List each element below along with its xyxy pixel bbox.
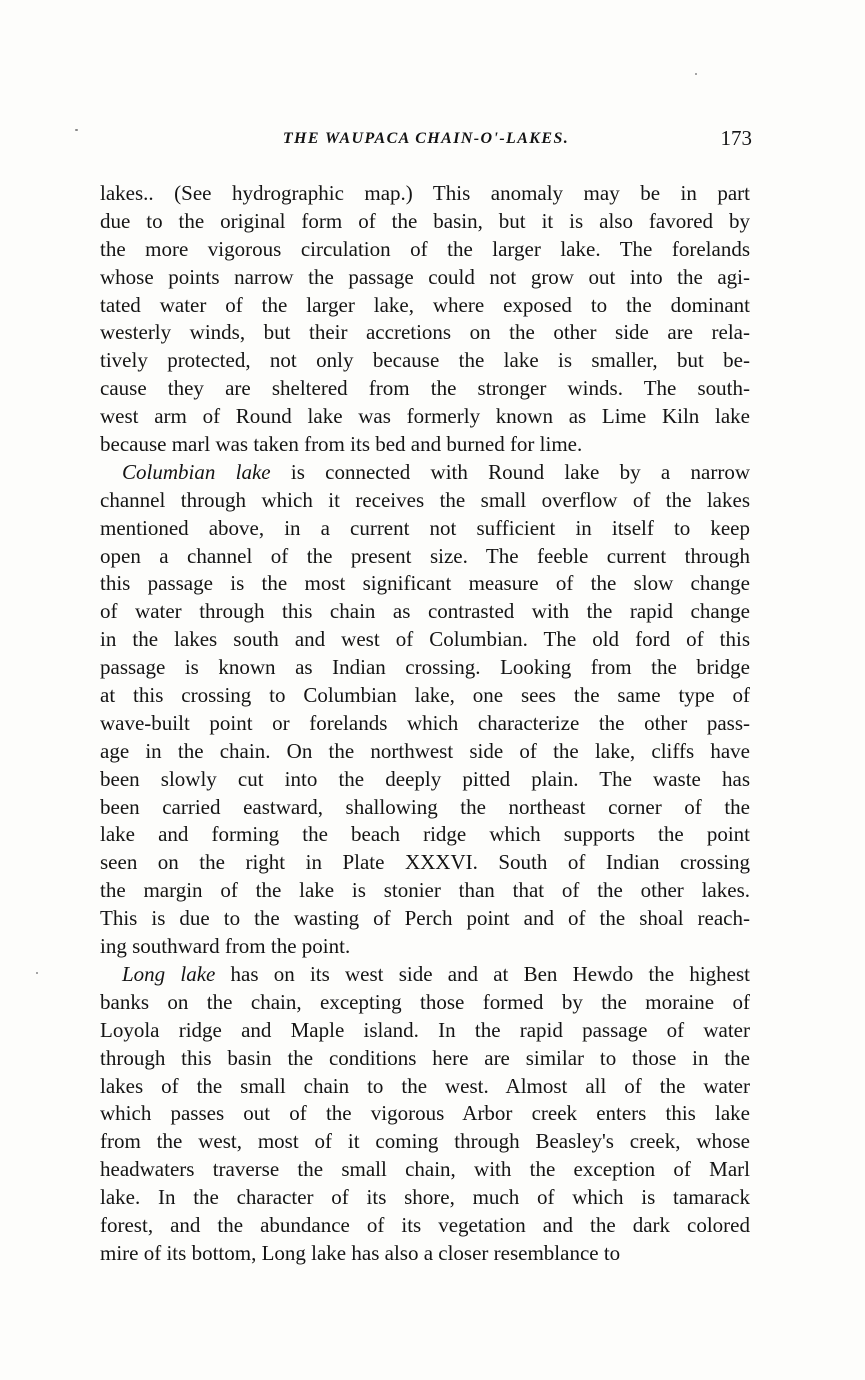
text-line xyxy=(100,570,750,598)
text-line xyxy=(100,264,750,292)
line-text: lakes.. (See hydrographic map.) This anomaly may be in part xyxy=(100,181,750,205)
line-text: mire of its bottom, Long lake has also a closer resemblance to xyxy=(100,1240,621,1265)
text-line xyxy=(100,598,750,626)
page-header xyxy=(100,126,752,156)
line-text: has on its west side and at Ben Hewdo the highest xyxy=(215,961,750,986)
paragraph xyxy=(100,459,750,961)
text-line xyxy=(100,961,750,989)
text-line xyxy=(100,1184,750,1212)
scan-speck xyxy=(75,129,78,131)
line-text: due to the original form of the basin, but it is also favored by xyxy=(100,208,750,233)
text-line xyxy=(100,487,750,515)
text-line xyxy=(100,319,750,347)
text-line xyxy=(100,626,750,654)
text-line xyxy=(100,236,750,264)
running-head: THE WAUPACA CHAIN-O'-LAKES. xyxy=(282,130,570,147)
text-line xyxy=(100,1073,750,1101)
text-line xyxy=(100,1156,750,1184)
line-text: from the west, most of it coming through Beasley's creek, whose xyxy=(100,1129,750,1154)
line-text: seen on the right in Plate XXXVI. South of Indian crossing xyxy=(100,850,750,875)
text-line xyxy=(100,905,750,933)
line-text: which passes out of the vigorous Arbor creek enters this lake xyxy=(100,1101,750,1126)
text-line xyxy=(100,710,750,738)
text-line xyxy=(100,989,750,1017)
text-line xyxy=(100,877,750,905)
text-line xyxy=(100,459,750,487)
line-text: Loyola ridge and Maple island. In the rapid passage of water xyxy=(100,1017,750,1042)
page-number: 173 xyxy=(720,126,752,150)
text-line xyxy=(100,1128,750,1156)
line-text: west arm of Round lake was formerly known as Lime Kiln lake xyxy=(100,404,750,429)
line-text: age in the chain. On the northwest side of the lake, cliffs have xyxy=(100,738,750,763)
text-line xyxy=(100,933,750,961)
text-line xyxy=(100,1240,750,1268)
text-line xyxy=(100,738,750,766)
text-line xyxy=(100,794,750,822)
line-text: headwaters traverse the small chain, with the exception of Marl xyxy=(100,1157,750,1182)
paragraph xyxy=(100,180,750,459)
line-text: wave-built point or forelands which characterize the other pass- xyxy=(100,710,750,735)
text-line xyxy=(100,1100,750,1128)
text-line xyxy=(100,292,750,320)
line-text: lakes of the small chain to the west. Almost all of the water xyxy=(100,1073,750,1098)
text-line xyxy=(100,654,750,682)
line-text: at this crossing to Columbian lake, one sees the same type of xyxy=(100,683,750,708)
line-text: whose points narrow the passage could not grow out into the agi- xyxy=(100,264,750,289)
line-text: channel through which it receives the small overflow of the lakes xyxy=(100,487,750,512)
line-text: through this basin the conditions here are similar to those in the xyxy=(100,1045,750,1070)
body-text xyxy=(100,180,750,1268)
line-text: open a channel of the present size. The feeble current through xyxy=(100,543,750,568)
line-text: in the lakes south and west of Columbian. The old ford of this xyxy=(100,627,750,652)
text-line xyxy=(100,1212,750,1240)
text-line xyxy=(100,515,750,543)
line-text: banks on the chain, excepting those formed by the moraine of xyxy=(100,989,750,1014)
text-line xyxy=(100,431,750,459)
paragraph xyxy=(100,961,750,1268)
line-text: This is due to the wasting of Perch point and of the shoal reach- xyxy=(100,906,750,931)
text-line xyxy=(100,543,750,571)
line-text: cause they are sheltered from the stronger winds. The south- xyxy=(100,376,750,401)
line-text: tively protected, not only because the lake is smaller, but be- xyxy=(100,348,750,373)
text-line xyxy=(100,347,750,375)
line-text: westerly winds, but their accretions on the other side are rela- xyxy=(100,320,750,345)
lake-name: Long lake xyxy=(122,961,216,986)
text-line xyxy=(100,403,750,431)
scan-speck xyxy=(36,972,38,974)
line-text: been slowly cut into the deeply pitted plain. The waste has xyxy=(100,766,750,791)
lake-name: Columbian lake xyxy=(122,459,271,484)
line-text: mentioned above, in a current not sufficient in itself to keep xyxy=(100,515,750,540)
line-text: ing southward from the point. xyxy=(100,934,351,959)
line-text: tated water of the larger lake, where exposed to the dominant xyxy=(100,292,750,317)
line-text: because marl was taken from its bed and burned for lime. xyxy=(100,432,583,457)
text-line xyxy=(100,180,750,208)
text-line xyxy=(100,849,750,877)
line-text: passage is known as Indian crossing. Looking from the bridge xyxy=(100,655,750,680)
text-line xyxy=(100,375,750,403)
line-text: of water through this chain as contrasted with the rapid change xyxy=(100,599,750,624)
line-text: is connected with Round lake by a narrow xyxy=(270,459,750,484)
line-text: lake. In the character of its shore, much of which is tamarack xyxy=(100,1185,750,1210)
line-text: the margin of the lake is stonier than that of the other lakes. xyxy=(100,878,750,903)
text-line xyxy=(100,682,750,710)
text-line xyxy=(100,1045,750,1073)
text-line xyxy=(100,208,750,236)
line-text: this passage is the most significant measure of the slow change xyxy=(100,571,750,596)
line-text: forest, and the abundance of its vegetation and the dark colored xyxy=(100,1212,750,1237)
text-line xyxy=(100,766,750,794)
text-line xyxy=(100,821,750,849)
line-text: lake and forming the beach ridge which supports the point xyxy=(100,822,750,847)
scan-speck xyxy=(695,73,697,75)
line-text: been carried eastward, shallowing the northeast corner of the xyxy=(100,794,750,819)
line-text: the more vigorous circulation of the larger lake. The forelands xyxy=(100,236,750,261)
text-line xyxy=(100,1017,750,1045)
